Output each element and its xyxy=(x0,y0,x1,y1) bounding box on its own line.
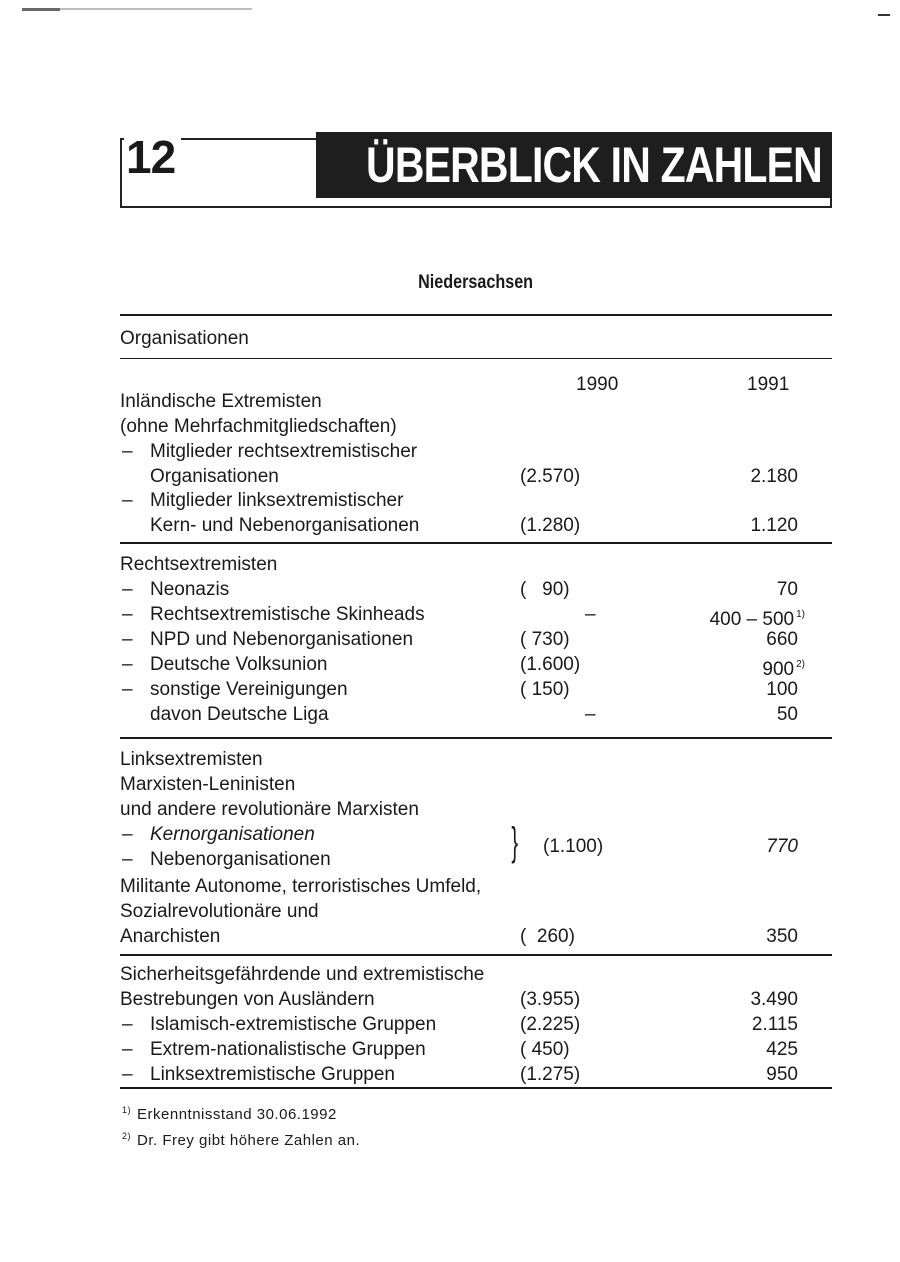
value-1991: 70 xyxy=(776,579,798,600)
footnote-mark: 2) xyxy=(122,1131,132,1141)
footnote-ref: 2) xyxy=(796,659,805,670)
value-1991-number: 900 xyxy=(762,659,795,680)
value-1991: 3.490 xyxy=(750,989,798,1010)
chapter-number: 12 xyxy=(124,134,181,180)
value-1990: ( 450) xyxy=(520,1039,570,1060)
block4-heading: Sicherheitsgefährdende und extremistische xyxy=(120,964,485,985)
row-label: davon Deutsche Liga xyxy=(150,704,329,725)
value-1990: (1.100) xyxy=(543,836,604,857)
footnote-text: Dr. Frey gibt höhere Zahlen an. xyxy=(137,1132,361,1149)
row-label: Kern- und Nebenorganisationen xyxy=(150,515,420,536)
value-1991: 950 xyxy=(766,1064,798,1085)
row-label: Organisationen xyxy=(150,466,279,487)
row-label: Kernorganisationen xyxy=(150,824,315,845)
row-label: Mitglieder linksextremistischer xyxy=(150,490,404,511)
row-dash: – xyxy=(122,679,133,700)
chapter-title xyxy=(316,132,832,198)
block4-heading: Bestrebungen von Ausländern xyxy=(120,989,375,1010)
row-dash: – xyxy=(122,824,133,845)
table-bottom-rule xyxy=(120,1087,832,1089)
block2-heading: Rechtsextremisten xyxy=(120,554,278,575)
value-1990: ( 260) xyxy=(520,926,575,947)
region-title-text: Niedersachsen xyxy=(418,272,534,293)
value-1991: 100 xyxy=(766,679,798,700)
footnote-text: Erkenntnisstand 30.06.1992 xyxy=(137,1106,337,1123)
value-1991: 770 xyxy=(766,836,798,857)
value-1990: (2.570) xyxy=(520,466,581,487)
value-1990: ( 90) xyxy=(520,579,570,600)
row-label: NPD und Nebenorganisationen xyxy=(150,629,414,650)
value-1990: ( 150) xyxy=(520,679,570,700)
row-label: Deutsche Volksunion xyxy=(150,654,328,675)
row-label: Extrem-nationalistische Gruppen xyxy=(150,1039,426,1060)
row-label: Sozialrevolutionäre und xyxy=(120,901,319,922)
value-1990: (1.600) xyxy=(520,654,581,675)
value-1991: 2.180 xyxy=(750,466,798,487)
block1-heading: Inländische Extremisten xyxy=(120,391,322,412)
row-label: Anarchisten xyxy=(120,926,221,947)
row-dash: – xyxy=(122,849,133,870)
value-1990: ( 730) xyxy=(520,629,570,650)
chapter-header xyxy=(120,128,832,208)
brace-icon: } xyxy=(511,820,519,864)
section-rule xyxy=(120,954,832,956)
row-dash: – xyxy=(122,604,133,625)
row-label: Rechtsextremistische Skinheads xyxy=(150,604,425,625)
section-rule xyxy=(120,737,832,739)
year-1991: 1991 xyxy=(747,374,790,395)
value-1990: (2.225) xyxy=(520,1014,581,1035)
value-1991: 425 xyxy=(766,1039,798,1060)
row-dash: – xyxy=(122,1064,133,1085)
block3-subheading: und andere revolutionäre Marxisten xyxy=(120,799,419,820)
block3-heading: Linksextremisten xyxy=(120,749,263,770)
row-label: sonstige Vereinigungen xyxy=(150,679,348,700)
row-dash: – xyxy=(122,579,133,600)
value-1990: (3.955) xyxy=(520,989,581,1010)
row-dash: – xyxy=(122,1014,133,1035)
scan-artifact xyxy=(878,14,890,16)
value-1990: – xyxy=(585,604,596,625)
row-dash: – xyxy=(122,654,133,675)
header-rule xyxy=(120,358,832,359)
value-1991: 660 xyxy=(766,629,798,650)
footnote xyxy=(120,1100,337,1125)
row-label: Linksextremistische Gruppen xyxy=(150,1064,395,1085)
block1-subheading: (ohne Mehrfachmitgliedschaften) xyxy=(120,416,397,437)
value-1991: 50 xyxy=(776,704,798,725)
footnote-ref: 1) xyxy=(796,609,805,620)
header-frame-line xyxy=(120,138,122,208)
value-1991-range: 400 – 500 xyxy=(709,609,795,630)
value-1991: 350 xyxy=(766,926,798,947)
row-label: Neonazis xyxy=(150,579,230,600)
block3-subheading: Marxisten-Leninisten xyxy=(120,774,296,795)
section-rule xyxy=(120,542,832,544)
value-1990: (1.280) xyxy=(520,515,581,536)
row-label: Nebenorganisationen xyxy=(150,849,331,870)
value-1991: 2.115 xyxy=(751,1014,798,1035)
row-dash: – xyxy=(122,1039,133,1060)
year-1990: 1990 xyxy=(576,374,619,395)
row-dash: – xyxy=(122,441,133,462)
header-frame-line xyxy=(120,206,832,208)
row-label: Mitglieder rechtsextremistischer xyxy=(150,441,418,462)
region-title xyxy=(120,272,832,294)
value-1991: 1.120 xyxy=(750,515,798,536)
row-dash: – xyxy=(122,629,133,650)
row-label: Islamisch-extremistische Gruppen xyxy=(150,1014,437,1035)
row-dash: – xyxy=(122,490,133,511)
section-label: Organisationen xyxy=(120,328,249,349)
value-1990: – xyxy=(585,704,596,725)
table-top-rule xyxy=(120,314,832,316)
value-1990: (1.275) xyxy=(520,1064,581,1085)
footnote-mark: 1) xyxy=(122,1105,132,1115)
chapter-title-text: ÜBERBLICK IN ZAHLEN xyxy=(366,137,822,193)
footnote xyxy=(120,1126,360,1151)
row-label: Militante Autonome, terroristisches Umfeld, xyxy=(120,876,482,897)
scan-artifact xyxy=(22,8,60,11)
